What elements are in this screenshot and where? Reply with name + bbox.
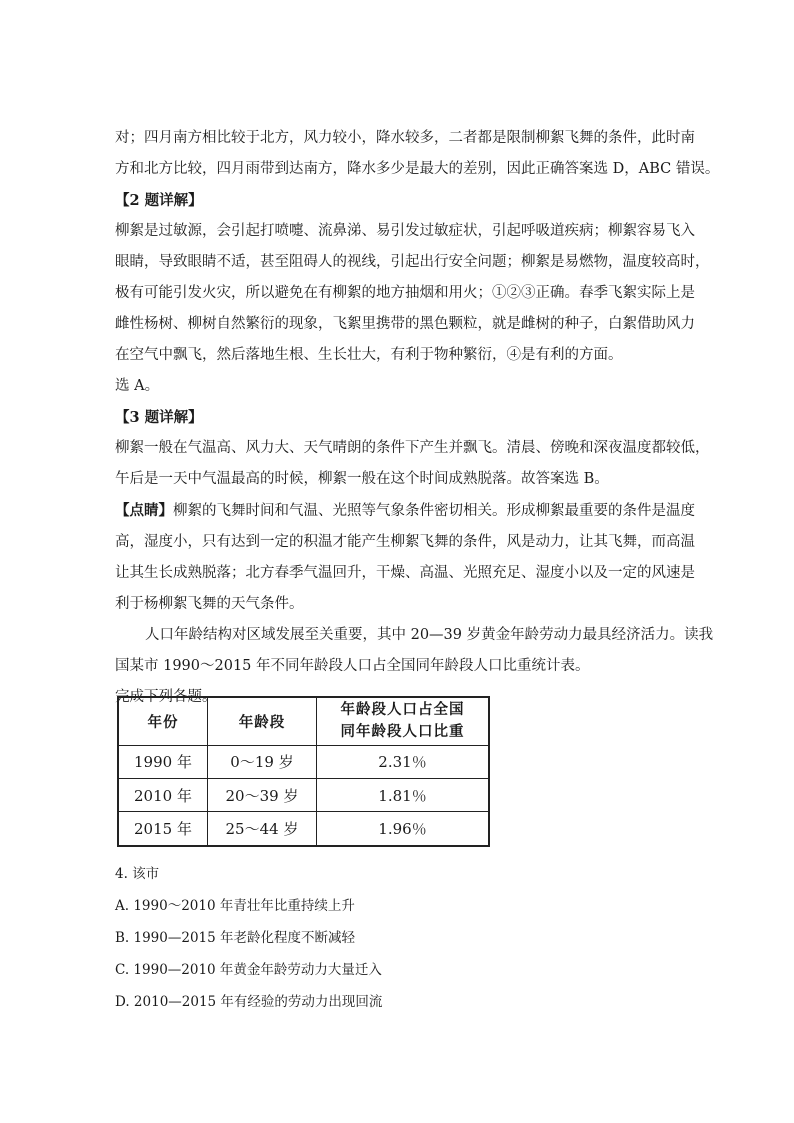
dianjing-heading: 【点睛】 [115,502,173,519]
text-line: 雌性杨树、柳树自然繁衍的现象，飞絮里携带的黑色颗粒，就是雌树的种子，白絮借助风力 [115,316,695,332]
cell-year: 2015 年 [118,812,208,846]
header-year: 年份 [118,697,208,745]
table-row [118,745,489,778]
text-line: 眼睛，导致眼睛不适，甚至阻碍人的视线，引起出行安全问题；柳絮是易燃物，温度较高时， [115,254,710,270]
text-line: 对；四月南方相比较于北方，风力较小，降水较多，二者都是限制柳絮飞舞的条件，此时南 [115,130,695,146]
cell-year: 2010 年 [118,778,208,811]
population-stats-table [117,696,490,847]
text-line: 选 A。 [115,378,160,394]
cell-ratio: 1.96％ [317,812,490,846]
text-line: 极有可能引发火灾，所以避免在有柳絮的地方抽烟和用火；①②③正确。春季飞絮实际上是 [115,285,695,301]
table-row [118,812,489,846]
header-age: 年龄段 [208,697,317,745]
table-header-row [118,697,489,745]
dianjing-paragraph: 【点睛】柳絮的飞舞时间和气温、光照等气象条件密切相关。形成柳絮最重要的条件是温度 [115,502,695,519]
intro-line: 国某市 1990～2015 年不同年龄段人口占全国同年龄段人口比重统计表。 [115,658,590,674]
section-heading-q2: 【2 题详解】 [115,192,203,209]
text-line: 高，湿度小，只有达到一定的积温才能产生柳絮飞舞的条件，风是动力，让其飞舞，而高温 [115,534,695,550]
cell-age: 0～19 岁 [208,745,317,778]
option-d: D. 2010—2015 年有经验的劳动力出现回流 [115,994,383,1010]
intro-line: 完成下列各题。 [115,689,217,705]
answer-explanation-1-end [115,123,720,713]
table-row [118,778,489,811]
question-stem: 4. 该市 [115,866,160,882]
intro-line: 人口年龄结构对区域发展至关重要，其中 20—39 岁黄金年龄劳动力最具经济活力。读我 [145,627,714,643]
cell-ratio: 2.31％ [317,745,490,778]
option-b: B. 1990—2015 年老龄化程度不断减轻 [115,930,356,946]
text-line: 柳絮是过敏源，会引起打喷嚏、流鼻涕、易引发过敏症状，引起呼吸道疾病；柳絮容易飞入 [115,223,695,239]
text-line: 柳絮一般在气温高、风力大、天气晴朗的条件下产生并飘飞。清晨、傍晚和深夜温度都较低， [115,440,710,456]
option-c: C. 1990—2010 年黄金年龄劳动力大量迁入 [115,962,382,978]
option-a: A. 1990～2010 年青壮年比重持续上升 [115,898,355,914]
text-line: 在空气中飘飞，然后落地生根、生长壮大，有利于物种繁衍，④是有利的方面。 [115,347,623,363]
cell-year: 1990 年 [118,745,208,778]
text-line: 方和北方比较，四月雨带到达南方，降水多少是最大的差别，因此正确答案选 D，ABC 错误。 [115,161,720,177]
header-ratio: 年龄段人口占全国 同年龄段人口比重 [317,697,490,745]
cell-ratio: 1.81％ [317,778,490,811]
text-line: 让其生长成熟脱落；北方春季气温回升，干燥、高温、光照充足、湿度小以及一定的风速是 [115,565,695,581]
cell-age: 25～44 岁 [208,812,317,846]
section-heading-q3: 【3 题详解】 [115,409,203,426]
text-line: 午后是一天中气温最高的时候，柳絮一般在这个时间成熟脱落。故答案选 B。 [115,471,609,487]
cell-age: 20～39 岁 [208,778,317,811]
text-line: 利于杨柳絮飞舞的天气条件。 [115,596,304,612]
